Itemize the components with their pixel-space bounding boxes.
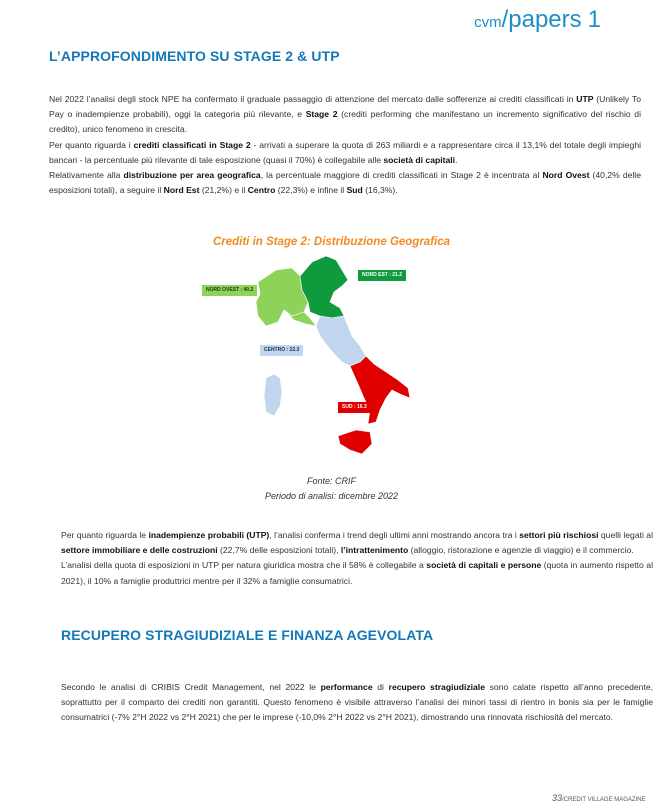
utp-analysis-text <box>61 528 653 589</box>
text-run: , l’analisi conferma i trend degli ultimi anni mostrando ancora tra i <box>269 530 520 540</box>
label-sud: SUD : 16.3 <box>338 402 371 413</box>
brand-cvm: cvm <box>474 14 502 31</box>
region-centro <box>316 316 366 366</box>
figure-period: Periodo di analisi: dicembre 2022 <box>264 491 399 501</box>
text-run: (22,7% delle esposizioni totali), <box>217 545 341 556</box>
region-sud <box>350 356 410 424</box>
text-run: (quota in aumento rispetto al 2021), il 10% a famiglie produttrici mentre per il 32% a famiglie consumatrici. <box>61 560 653 586</box>
bold-text: settore immobiliare e delle costruzioni <box>61 545 218 556</box>
footer-separator: / <box>562 797 564 803</box>
bold-text: Sud <box>346 185 363 196</box>
text-run: Per quanto riguarda i <box>49 139 134 150</box>
text-run: Relativamente alla <box>49 170 124 181</box>
paragraph <box>49 138 641 168</box>
text-run: (22,3%) e infine il <box>275 185 347 196</box>
text-run: Per quanto riguarda le <box>61 530 149 540</box>
bold-text: Stage 2 <box>305 109 338 120</box>
bold-text: Centro <box>247 185 276 196</box>
section-title-stage2-utp: L’APPROFONDIMENTO SU STAGE 2 & UTP <box>49 48 340 64</box>
text-run: sono calate rispetto all’anno precedente, soprattutto per il comparto dei crediti non garantiti. Questo fenomeno è visibile attraverso l’analisi dei minori tassi di rientro in bonis sia per le famiglie consumatrici (-7% 2°H 2022 vs 2°H 2021) che per le imprese (-10,0% 2°H 2022 vs 2°H 2021), dimostrando una rinnovata rischiosità del mercato. <box>61 682 653 723</box>
bold-text: distribuzione per area geografica <box>123 170 261 181</box>
text-run: (40,2% delle esposizioni totali), a seguire il <box>49 170 641 196</box>
bold-text: recupero stragiudiziale <box>388 682 485 692</box>
text-run: , la percentuale maggiore di crediti classificati in Stage 2 è incentrata al <box>260 170 543 181</box>
paragraph <box>49 168 641 198</box>
paragraph <box>61 558 653 588</box>
bold-text: UTP <box>576 94 594 104</box>
bold-text: l’intrattenimento <box>340 545 409 556</box>
bold-text: crediti classificati in Stage 2 <box>133 139 251 150</box>
paragraph <box>49 92 641 138</box>
figure-source: Fonte: CRIF <box>306 476 356 486</box>
text-run: (crediti performing che manifestano un incremento significativo del rischio di credito), unico fenomeno in crescita. <box>49 109 641 135</box>
page-number: 33 <box>552 793 563 803</box>
text-run: quelli legati al <box>598 530 653 540</box>
magazine-name: CREDIT VILLAGE MAGAZINE <box>563 797 646 803</box>
text-run: Secondo le analisi di CRIBIS Credit Management, nel 2022 le <box>61 682 321 692</box>
bold-text: società di capitali <box>383 154 456 165</box>
bold-text: settori più rischiosi <box>519 530 599 540</box>
section-title-recupero: RECUPERO STRAGIUDIZIALE E FINANZA AGEVOLATA <box>61 627 434 643</box>
bold-text: società di capitali e persone <box>426 560 542 571</box>
bold-text: Nord Ovest <box>542 170 590 181</box>
region-sud <box>338 430 372 454</box>
text-run: Nel 2022 l’analisi degli stock NPE ha confermato il graduale passaggio di attenzione del mercato dalle sofferenze ai crediti classificati in <box>49 94 577 104</box>
paragraph <box>61 680 653 726</box>
italy-map <box>200 250 420 465</box>
recupero-text <box>61 680 653 726</box>
label-nord-ovest: NORD OVEST : 40.2 <box>202 285 257 296</box>
label-nord-est: NORD EST : 21.2 <box>358 270 406 281</box>
brand-slash: / <box>501 6 509 33</box>
text-run: (alloggio, ristorazione e agenzie di viaggio) e il commercio. <box>408 545 634 556</box>
text-run: (21,2%) e il <box>199 185 248 196</box>
brand-header <box>474 6 601 34</box>
brand-issue-number: 1 <box>587 6 601 33</box>
bold-text: performance <box>320 682 373 692</box>
text-run: L’analisi della quota di esposizioni in UTP per natura giuridica mostra che il 58% è collegabile a <box>61 560 427 571</box>
text-run: di <box>372 682 389 692</box>
label-centro: CENTRO : 22.3 <box>260 345 303 356</box>
region-centro <box>264 374 282 416</box>
text-run: (16,3%). <box>362 185 398 196</box>
page-footer <box>552 793 646 803</box>
paragraph <box>61 528 653 558</box>
bold-text: Nord Est <box>163 185 200 196</box>
stage2-intro-text <box>49 92 641 198</box>
text-run: - arrivati a superare la quota di 263 miliardi e a rappresentare circa il 13,1% del totale degli impieghi bancari - la percentuale più rilevante di tale esposizione (quasi il 70%) è collegabile alle <box>49 139 642 165</box>
text-run: (Unlikely To Pay o inadempienze probabili), oggi la categoria più rilevante, e <box>49 94 641 120</box>
region-nord-est <box>300 256 348 318</box>
text-run: . <box>455 154 458 165</box>
brand-papers: papers <box>508 6 582 33</box>
bold-text: inadempienze probabili (UTP) <box>148 530 270 540</box>
map-title: Crediti in Stage 2: Distribuzione Geografica <box>212 236 451 248</box>
